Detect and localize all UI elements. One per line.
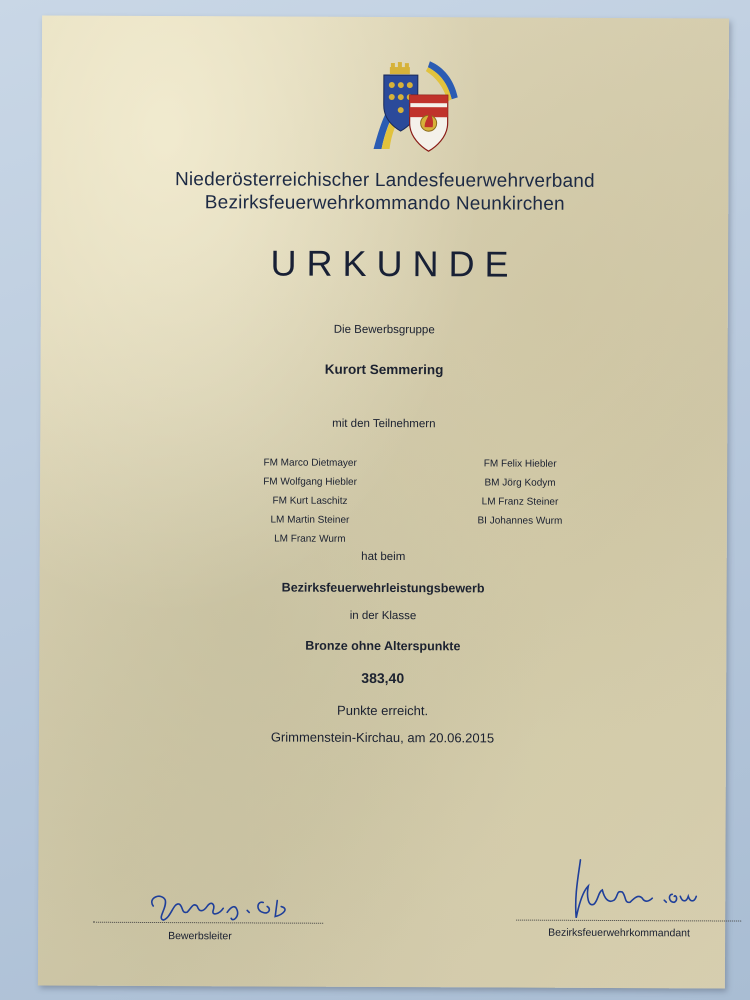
left-signature-label: Bewerbsleiter <box>168 930 232 943</box>
participants-right-column <box>450 454 590 531</box>
participant-name: FM Kurt Laschitz <box>272 495 348 507</box>
participants-intro: mit den Teilnehmern <box>332 417 436 431</box>
hat-beim-text: hat beim <box>361 550 406 564</box>
class-intro: in der Klasse <box>349 609 417 623</box>
participant-name: LM Franz Wurm <box>274 533 346 545</box>
score-value: 383,40 <box>361 669 405 687</box>
document-title: URKUNDE <box>270 242 519 285</box>
certificate-paper <box>38 16 729 989</box>
intro-text: Die Bewerbsgruppe <box>333 323 435 337</box>
place-and-date: Grimmenstein-Kirchau, am 20.06.2015 <box>270 729 495 746</box>
participant-name: FM Marco Dietmayer <box>263 457 357 469</box>
participant-name: BI Johannes Wurm <box>477 515 563 527</box>
district-command-name: Bezirksfeuerwehrkommando Neunkirchen <box>204 192 565 215</box>
participant-name: LM Franz Steiner <box>481 496 559 508</box>
participant-name: FM Wolfgang Hiebler <box>263 476 357 488</box>
participant-name: BM Jörg Kodym <box>484 477 556 489</box>
right-signature-label: Bezirksfeuerwehrkommandant <box>548 926 690 940</box>
points-reached-text: Punkte erreicht. <box>337 702 429 719</box>
organization-name: Niederösterreichischer Landesfeuerwehrverband <box>174 169 595 192</box>
class-name: Bronze ohne Alterspunkte <box>305 638 461 654</box>
competition-name: Bezirksfeuerwehrleistungsbewerb <box>281 580 485 596</box>
right-signature <box>568 856 698 927</box>
coat-of-arms-icon <box>370 57 462 153</box>
participant-name: FM Felix Hiebler <box>483 458 557 470</box>
participant-name: LM Martin Steiner <box>270 514 350 526</box>
participants-left-column <box>240 453 380 549</box>
group-name: Kurort Semmering <box>324 361 444 378</box>
